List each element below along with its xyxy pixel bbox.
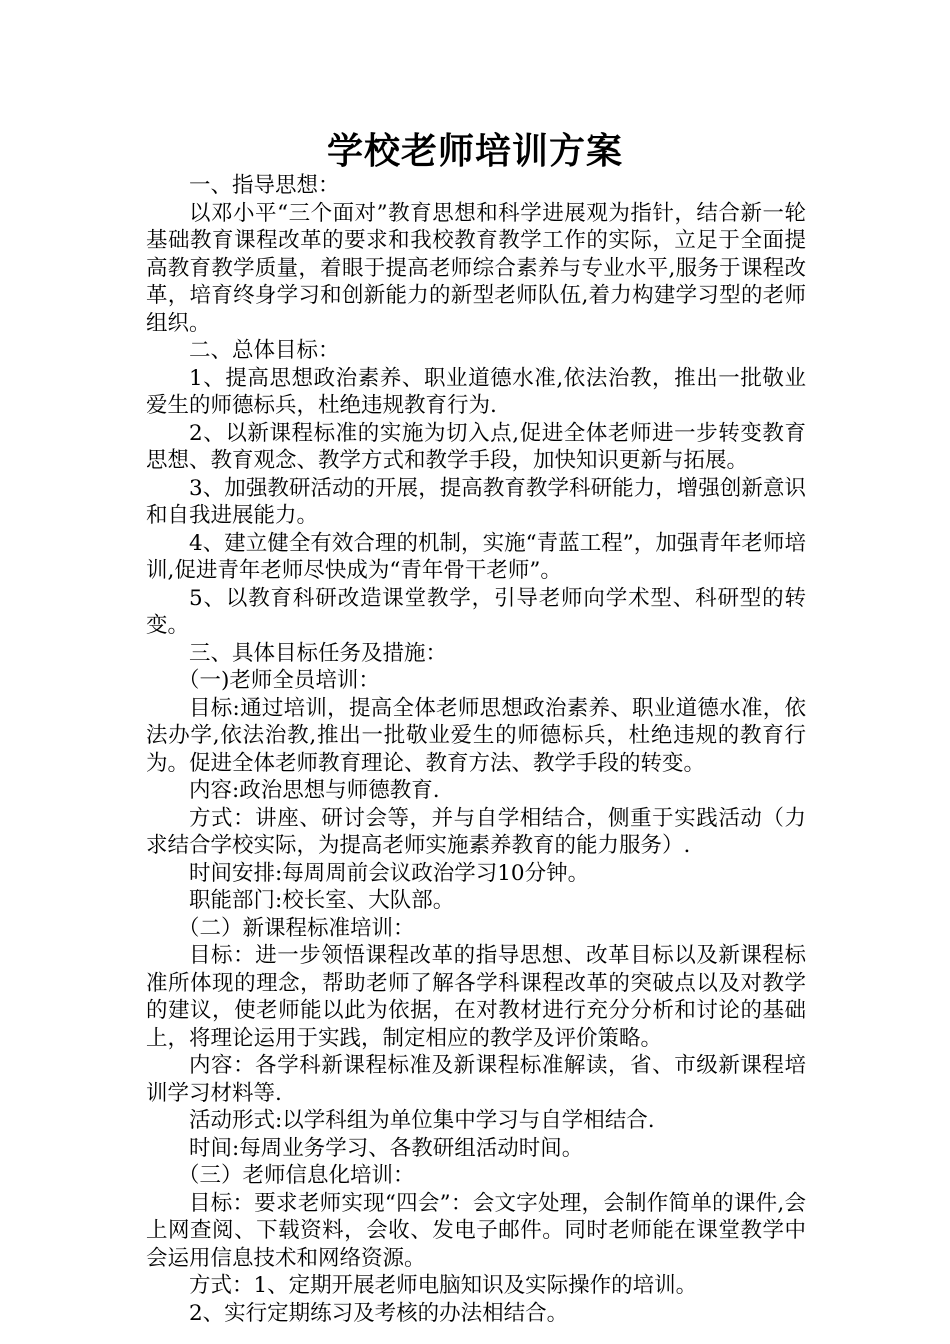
paragraph-all-staff-target: 目标:通过培训，提高全体老师思想政治素养、职业道德水准，依法办学,依法治教,推出一批敬业爱生的师德标兵，杜绝违规的教育行为。促进全体老师教育理论、教育方法、教学手段的转变。 (146, 695, 806, 776)
subsection-heading-it-training: （三）老师信息化培训： (178, 1163, 415, 1188)
paragraph-curriculum-content: 内容：各学科新课程标准及新课程标准解读，省、市级新课程培训学习材料等. (146, 1053, 806, 1106)
paragraph-it-target: 目标：要求老师实现“四会”：会文字处理，会制作简单的课件,会上网查阅、下载资料，会收、发电子邮件。同时老师能在课堂教学中会运用信息技术和网络资源。 (146, 1190, 806, 1271)
goal-item-3: 3、加强教研活动的开展，提高教育教学科研能力，增强创新意识和自我进展能力。 (146, 475, 806, 528)
paragraph-all-staff-department: 职能部门:校长室、大队部。 (189, 888, 455, 913)
goal-item-1: 1、提高思想政治素养、职业道德水准,依法治教，推出一批敬业爱生的师德标兵，杜绝违规教育行为. (146, 365, 806, 418)
section-heading-overall-goals: 二、总体目标： (189, 338, 340, 363)
paragraph-all-staff-method: 方式：讲座、研讨会等，并与自学相结合，侧重于实践活动（力求结合学校实际，为提高老师实施素养教育的能力服务）. (146, 805, 806, 858)
paragraph-curriculum-time: 时间:每周业务学习、各教研组活动时间。 (189, 1135, 584, 1161)
subsection-heading-curriculum-training: （二）新课程标准培训： (178, 915, 415, 941)
subsection-heading-all-staff-training: （一)老师全员培训： (178, 668, 380, 693)
paragraph-all-staff-schedule: 时间安排:每周周前会议政治学习10分钟。 (189, 860, 590, 886)
paragraph-it-method-2: 2、实行定期练习及考核的办法相结合。 (189, 1300, 569, 1326)
section-heading-specific-tasks: 三、具体目标任务及措施： (189, 640, 448, 666)
paragraph-guiding-ideology: 以邓小平“三个面对”教育思想和科学进展观为指针，结合新一轮基础教育课程改革的要求和我校教育教学工作的实际，立足于全面提高教育教学质量，着眼于提高老师综合素养与专业水平,服务于课程改革，培育终身学习和创新能力的新型老师队伍,着力构建学习型的老师组织。 (146, 200, 806, 336)
goal-item-5: 5、以教育科研改造课堂教学，引导老师向学术型、科研型的转变。 (146, 585, 806, 638)
paragraph-curriculum-target: 目标：进一步领悟课程改革的指导思想、改革目标以及新课程标准所体现的理念，帮助老师了解各学科课程改革的突破点以及对教学的建议，使老师能以此为依据，在对教材进行充分分析和讨论的基础上，将理论运用于实践，制定相应的教学及评价策略。 (146, 943, 806, 1051)
section-heading-guiding-ideology: 一、指导思想： (189, 173, 340, 198)
document-body (146, 172, 806, 1327)
paragraph-all-staff-content: 内容:政治思想与师德教育. (189, 778, 440, 803)
paragraph-it-method-1: 方式：1、定期开展老师电脑知识及实际操作的培训。 (189, 1273, 698, 1298)
goal-item-4: 4、建立健全有效合理的机制，实施“青蓝工程”，加强青年老师培训,促进青年老师尽快成为“青年骨干老师”。 (146, 530, 806, 583)
paragraph-curriculum-format: 活动形式:以学科组为单位集中学习与自学相结合. (189, 1108, 655, 1133)
goal-item-2: 2、以新课程标准的实施为切入点,促进全体老师进一步转变教育思想、教育观念、教学方式和教学手段，加快知识更新与拓展。 (146, 420, 806, 473)
document-title: 学校老师培训方案 (326, 130, 623, 172)
